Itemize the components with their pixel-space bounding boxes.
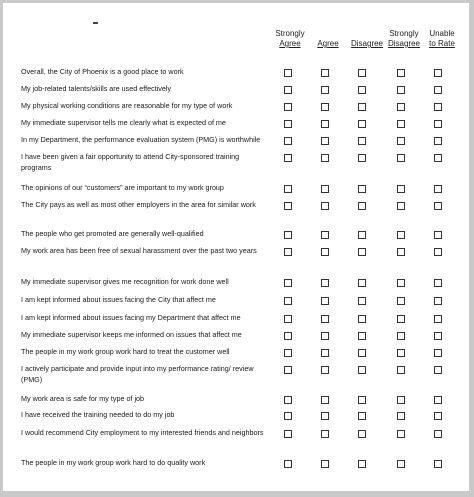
rating-checkbox[interactable] — [321, 460, 329, 468]
rating-checkbox[interactable] — [321, 332, 329, 340]
rating-checkbox[interactable] — [284, 460, 292, 468]
rating-checkbox[interactable] — [434, 231, 442, 239]
rating-checkbox[interactable] — [434, 137, 442, 145]
rating-checkbox[interactable] — [397, 315, 405, 323]
rating-checkbox[interactable] — [397, 349, 405, 357]
rating-checkbox[interactable] — [397, 412, 405, 420]
question-text: The people who get promoted are generally well-qualified — [21, 229, 204, 238]
question-text: Overall, the City of Phoenix is a good place to work — [21, 67, 184, 76]
rating-checkbox[interactable] — [434, 460, 442, 468]
rating-checkbox[interactable] — [321, 86, 329, 94]
rating-checkbox[interactable] — [284, 297, 292, 305]
rating-checkbox[interactable] — [321, 248, 329, 256]
rating-checkbox[interactable] — [358, 412, 366, 420]
rating-checkbox[interactable] — [284, 396, 292, 404]
rating-checkbox[interactable] — [434, 279, 442, 287]
rating-checkbox[interactable] — [358, 185, 366, 193]
question-text: The people in my work group work hard to do quality work — [21, 458, 206, 467]
rating-checkbox[interactable] — [397, 332, 405, 340]
rating-checkbox[interactable] — [397, 460, 405, 468]
rating-checkbox[interactable] — [397, 430, 405, 438]
rating-checkbox[interactable] — [358, 366, 366, 374]
rating-checkbox[interactable] — [284, 315, 292, 323]
rating-checkbox[interactable] — [321, 231, 329, 239]
rating-checkbox[interactable] — [397, 366, 405, 374]
rating-checkbox[interactable] — [434, 69, 442, 77]
question-text: I have received the training needed to do my job — [21, 410, 175, 419]
rating-checkbox[interactable] — [284, 430, 292, 438]
rating-checkbox[interactable] — [321, 297, 329, 305]
scan-mark — [93, 22, 98, 24]
rating-checkbox[interactable] — [321, 137, 329, 145]
rating-checkbox[interactable] — [321, 315, 329, 323]
rating-checkbox[interactable] — [321, 430, 329, 438]
rating-checkbox[interactable] — [358, 248, 366, 256]
rating-checkbox[interactable] — [284, 366, 292, 374]
rating-checkbox[interactable] — [397, 120, 405, 128]
rating-checkbox[interactable] — [284, 231, 292, 239]
rating-checkbox[interactable] — [321, 103, 329, 111]
rating-checkbox[interactable] — [434, 366, 442, 374]
header-strongly-disagree: Strongly Disagree — [387, 29, 420, 48]
rating-checkbox[interactable] — [397, 69, 405, 77]
rating-checkbox[interactable] — [358, 279, 366, 287]
rating-checkbox[interactable] — [358, 315, 366, 323]
header-strongly-agree: Strongly Agree — [275, 29, 305, 48]
rating-checkbox[interactable] — [284, 137, 292, 145]
header-disagree: Disagree — [350, 39, 383, 48]
question-text: My physical working conditions are reasonable for my type of work — [21, 101, 233, 110]
rating-checkbox[interactable] — [321, 154, 329, 162]
question-text: My work area has been free of sexual harassment over the past two years — [21, 246, 257, 255]
rating-checkbox[interactable] — [358, 396, 366, 404]
question-text: The people in my work group work hard to treat the customer well — [21, 347, 230, 356]
rating-checkbox[interactable] — [397, 202, 405, 210]
rating-checkbox[interactable] — [397, 154, 405, 162]
rating-checkbox[interactable] — [321, 120, 329, 128]
rating-checkbox[interactable] — [434, 412, 442, 420]
rating-checkbox[interactable] — [321, 69, 329, 77]
rating-checkbox[interactable] — [434, 86, 442, 94]
rating-checkbox[interactable] — [284, 412, 292, 420]
question-text: My immediate supervisor tells me clearly what is expected of me — [21, 118, 226, 127]
rating-checkbox[interactable] — [284, 185, 292, 193]
rating-checkbox[interactable] — [397, 297, 405, 305]
rating-checkbox[interactable] — [321, 202, 329, 210]
rating-checkbox[interactable] — [284, 202, 292, 210]
rating-checkbox[interactable] — [358, 297, 366, 305]
rating-checkbox[interactable] — [434, 297, 442, 305]
question-text: In my Department, the performance evaluation system (PMG) is worthwhile — [21, 135, 261, 144]
rating-checkbox[interactable] — [284, 349, 292, 357]
question-text: My immediate supervisor keeps me informed on issues that affect me — [21, 330, 242, 339]
rating-checkbox[interactable] — [321, 279, 329, 287]
rating-checkbox[interactable] — [358, 86, 366, 94]
question-text: My work area is safe for my type of job — [21, 394, 145, 403]
rating-checkbox[interactable] — [397, 103, 405, 111]
rating-checkbox[interactable] — [358, 120, 366, 128]
question-text: My immediate supervisor gives me recognition for work done well — [21, 277, 229, 286]
rating-checkbox[interactable] — [358, 154, 366, 162]
header-agree: Agree — [317, 39, 339, 48]
question-text: I am kept informed about issues facing the City that affect me — [21, 295, 216, 304]
survey-sheet — [3, 3, 469, 491]
rating-checkbox[interactable] — [358, 332, 366, 340]
rating-checkbox[interactable] — [358, 103, 366, 111]
rating-checkbox[interactable] — [397, 185, 405, 193]
rating-checkbox[interactable] — [434, 396, 442, 404]
question-text: I actively participate and provide input into my performance rating/ review (PMG) — [21, 364, 254, 384]
question-text: I would recommend City employment to my interested friends and neighbors — [21, 428, 264, 437]
rating-checkbox[interactable] — [321, 412, 329, 420]
rating-checkbox[interactable] — [434, 120, 442, 128]
rating-checkbox[interactable] — [434, 154, 442, 162]
rating-checkbox[interactable] — [284, 86, 292, 94]
question-text: I am kept informed about issues facing my Department that affect me — [21, 313, 241, 322]
rating-checkbox[interactable] — [358, 202, 366, 210]
question-text: The opinions of our “customers” are important to my work group — [21, 183, 224, 192]
rating-checkbox[interactable] — [284, 103, 292, 111]
rating-checkbox[interactable] — [358, 460, 366, 468]
rating-checkbox[interactable] — [434, 103, 442, 111]
rating-checkbox[interactable] — [434, 185, 442, 193]
rating-checkbox[interactable] — [321, 396, 329, 404]
rating-checkbox[interactable] — [358, 69, 366, 77]
rating-checkbox[interactable] — [284, 120, 292, 128]
rating-checkbox[interactable] — [434, 248, 442, 256]
rating-checkbox[interactable] — [397, 396, 405, 404]
rating-checkbox[interactable] — [434, 349, 442, 357]
rating-checkbox[interactable] — [434, 315, 442, 323]
rating-checkbox[interactable] — [434, 202, 442, 210]
rating-checkbox[interactable] — [434, 332, 442, 340]
rating-checkbox[interactable] — [397, 279, 405, 287]
rating-checkbox[interactable] — [397, 86, 405, 94]
rating-checkbox[interactable] — [397, 248, 405, 256]
rating-checkbox[interactable] — [358, 137, 366, 145]
rating-checkbox[interactable] — [321, 366, 329, 374]
rating-checkbox[interactable] — [358, 430, 366, 438]
rating-checkbox[interactable] — [321, 349, 329, 357]
rating-checkbox[interactable] — [358, 349, 366, 357]
rating-checkbox[interactable] — [397, 231, 405, 239]
rating-checkbox[interactable] — [284, 332, 292, 340]
header-unable-to-rate: Unable to Rate — [429, 29, 455, 48]
question-text: My job-related talents/skills are used effectively — [21, 84, 172, 93]
rating-checkbox[interactable] — [284, 154, 292, 162]
question-text: I have been given a fair opportunity to attend City-sponsored training programs — [21, 152, 240, 172]
rating-checkbox[interactable] — [284, 69, 292, 77]
rating-checkbox[interactable] — [321, 185, 329, 193]
rating-checkbox[interactable] — [397, 137, 405, 145]
question-text: The City pays as well as most other employers in the area for similar work — [21, 200, 256, 209]
rating-checkbox[interactable] — [434, 430, 442, 438]
rating-checkbox[interactable] — [284, 279, 292, 287]
rating-checkbox[interactable] — [284, 248, 292, 256]
rating-checkbox[interactable] — [358, 231, 366, 239]
